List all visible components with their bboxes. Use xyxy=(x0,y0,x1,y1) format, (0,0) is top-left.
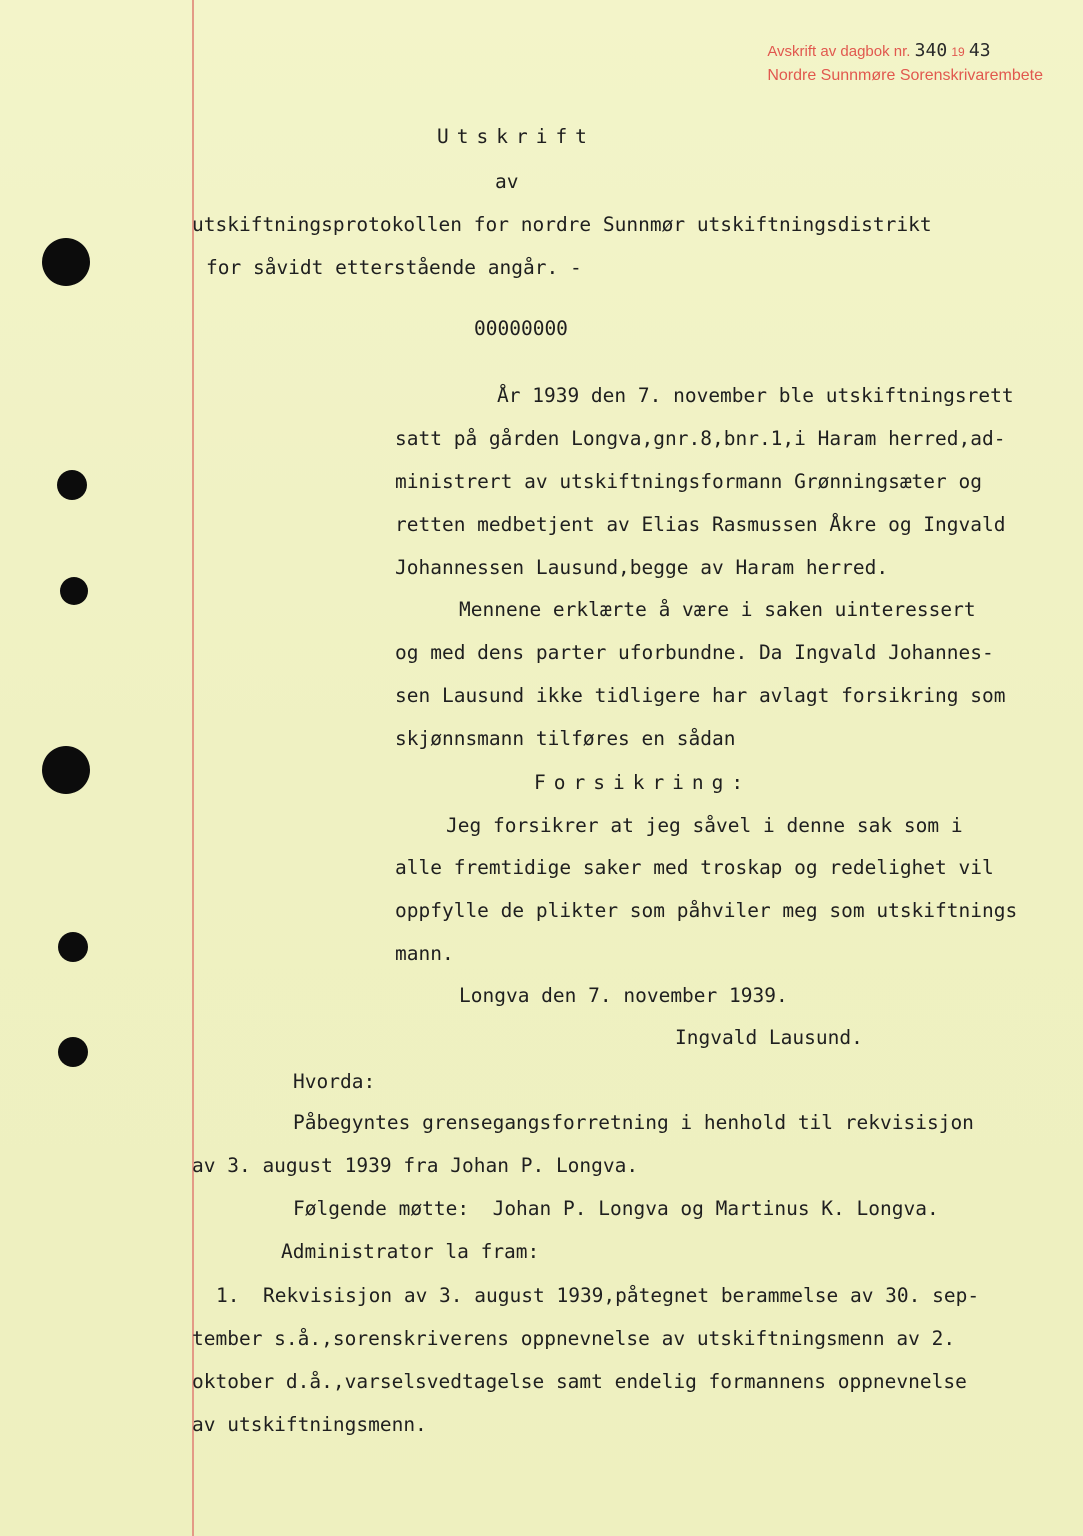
separator: 00000000 xyxy=(474,317,568,340)
stamp-year: 43 xyxy=(968,40,991,61)
punch-hole xyxy=(42,746,90,794)
paragraph1-line: År 1939 den 7. november ble utskiftningsrett xyxy=(497,384,1014,407)
admin-line: Administrator la fram: xyxy=(281,1240,540,1263)
attendance-line: Følgende møtte: Johan P. Longva og Martinus K. Longva. xyxy=(293,1197,939,1220)
oath-line: mann. xyxy=(395,942,454,965)
item1-line: av utskiftningsmenn. xyxy=(192,1413,427,1436)
forsikring-title: Forsikring: xyxy=(534,771,752,794)
paragraph2-line: Mennene erklærte å være i saken uinteressert xyxy=(459,598,976,621)
oath-line: oppfylle de plikter som påhviler meg som utskiftnings xyxy=(395,899,1018,922)
punch-hole xyxy=(57,470,87,500)
paragraph3-line: Påbegyntes grensegangsforretning i henhold til rekvisisjon xyxy=(293,1111,974,1134)
item1-line: 1. Rekvisisjon av 3. august 1939,påtegnet berammelse av 30. sep- xyxy=(216,1284,980,1307)
punch-hole xyxy=(58,1037,88,1067)
heading-line-2: for såvidt etterstående angår. - xyxy=(206,256,582,279)
document-title: Utskrift xyxy=(437,125,595,148)
paragraph1-line: retten medbetjent av Elias Rasmussen Åkre og Ingvald xyxy=(395,513,1006,536)
oath-line: alle fremtidige saker med troskap og redelighet vil xyxy=(395,856,994,879)
punch-hole xyxy=(42,238,90,286)
paragraph3-line: av 3. august 1939 fra Johan P. Longva. xyxy=(192,1154,639,1177)
archive-stamp xyxy=(767,40,1043,85)
paragraph2-line: skjønnsmann tilføres en sådan xyxy=(395,727,736,750)
stamp-prefix: Avskrift av dagbok nr. xyxy=(767,43,911,60)
punch-hole xyxy=(58,932,88,962)
signature: Ingvald Lausund. xyxy=(675,1026,863,1049)
paragraph1-line: ministrert av utskiftningsformann Grønningsæter og xyxy=(395,470,982,493)
title-av: av xyxy=(495,170,519,193)
item1-line: tember s.å.,sorenskriverens oppnevnelse av utskiftningsmenn av 2. xyxy=(192,1327,956,1350)
punch-hole xyxy=(60,577,88,605)
oath-line: Jeg forsikrer at jeg såvel i denne sak som i xyxy=(446,814,963,837)
paragraph2-line: og med dens parter uforbundne. Da Ingvald Johannes- xyxy=(395,641,994,664)
stamp-office: Nordre Sunnmøre Sorenskrivarembete xyxy=(767,67,1043,84)
paragraph1-line: Johannessen Lausund,begge av Haram herred. xyxy=(395,556,889,579)
place-date: Longva den 7. november 1939. xyxy=(459,984,788,1007)
item1-line: oktober d.å.,varselsvedtagelse samt endelig formannens oppnevnelse xyxy=(192,1370,967,1393)
hvorda-label: Hvorda: xyxy=(293,1070,376,1093)
stamp-century: 19 xyxy=(951,45,965,59)
heading-line-1: utskiftningsprotokollen for nordre Sunnmør utskiftningsdistrikt xyxy=(192,213,932,236)
paragraph1-line: satt på gården Longva,gnr.8,bnr.1,i Haram herred,ad- xyxy=(395,427,1006,450)
stamp-number: 340 xyxy=(914,40,948,61)
paragraph2-line: sen Lausund ikke tidligere har avlagt forsikring som xyxy=(395,684,1006,707)
